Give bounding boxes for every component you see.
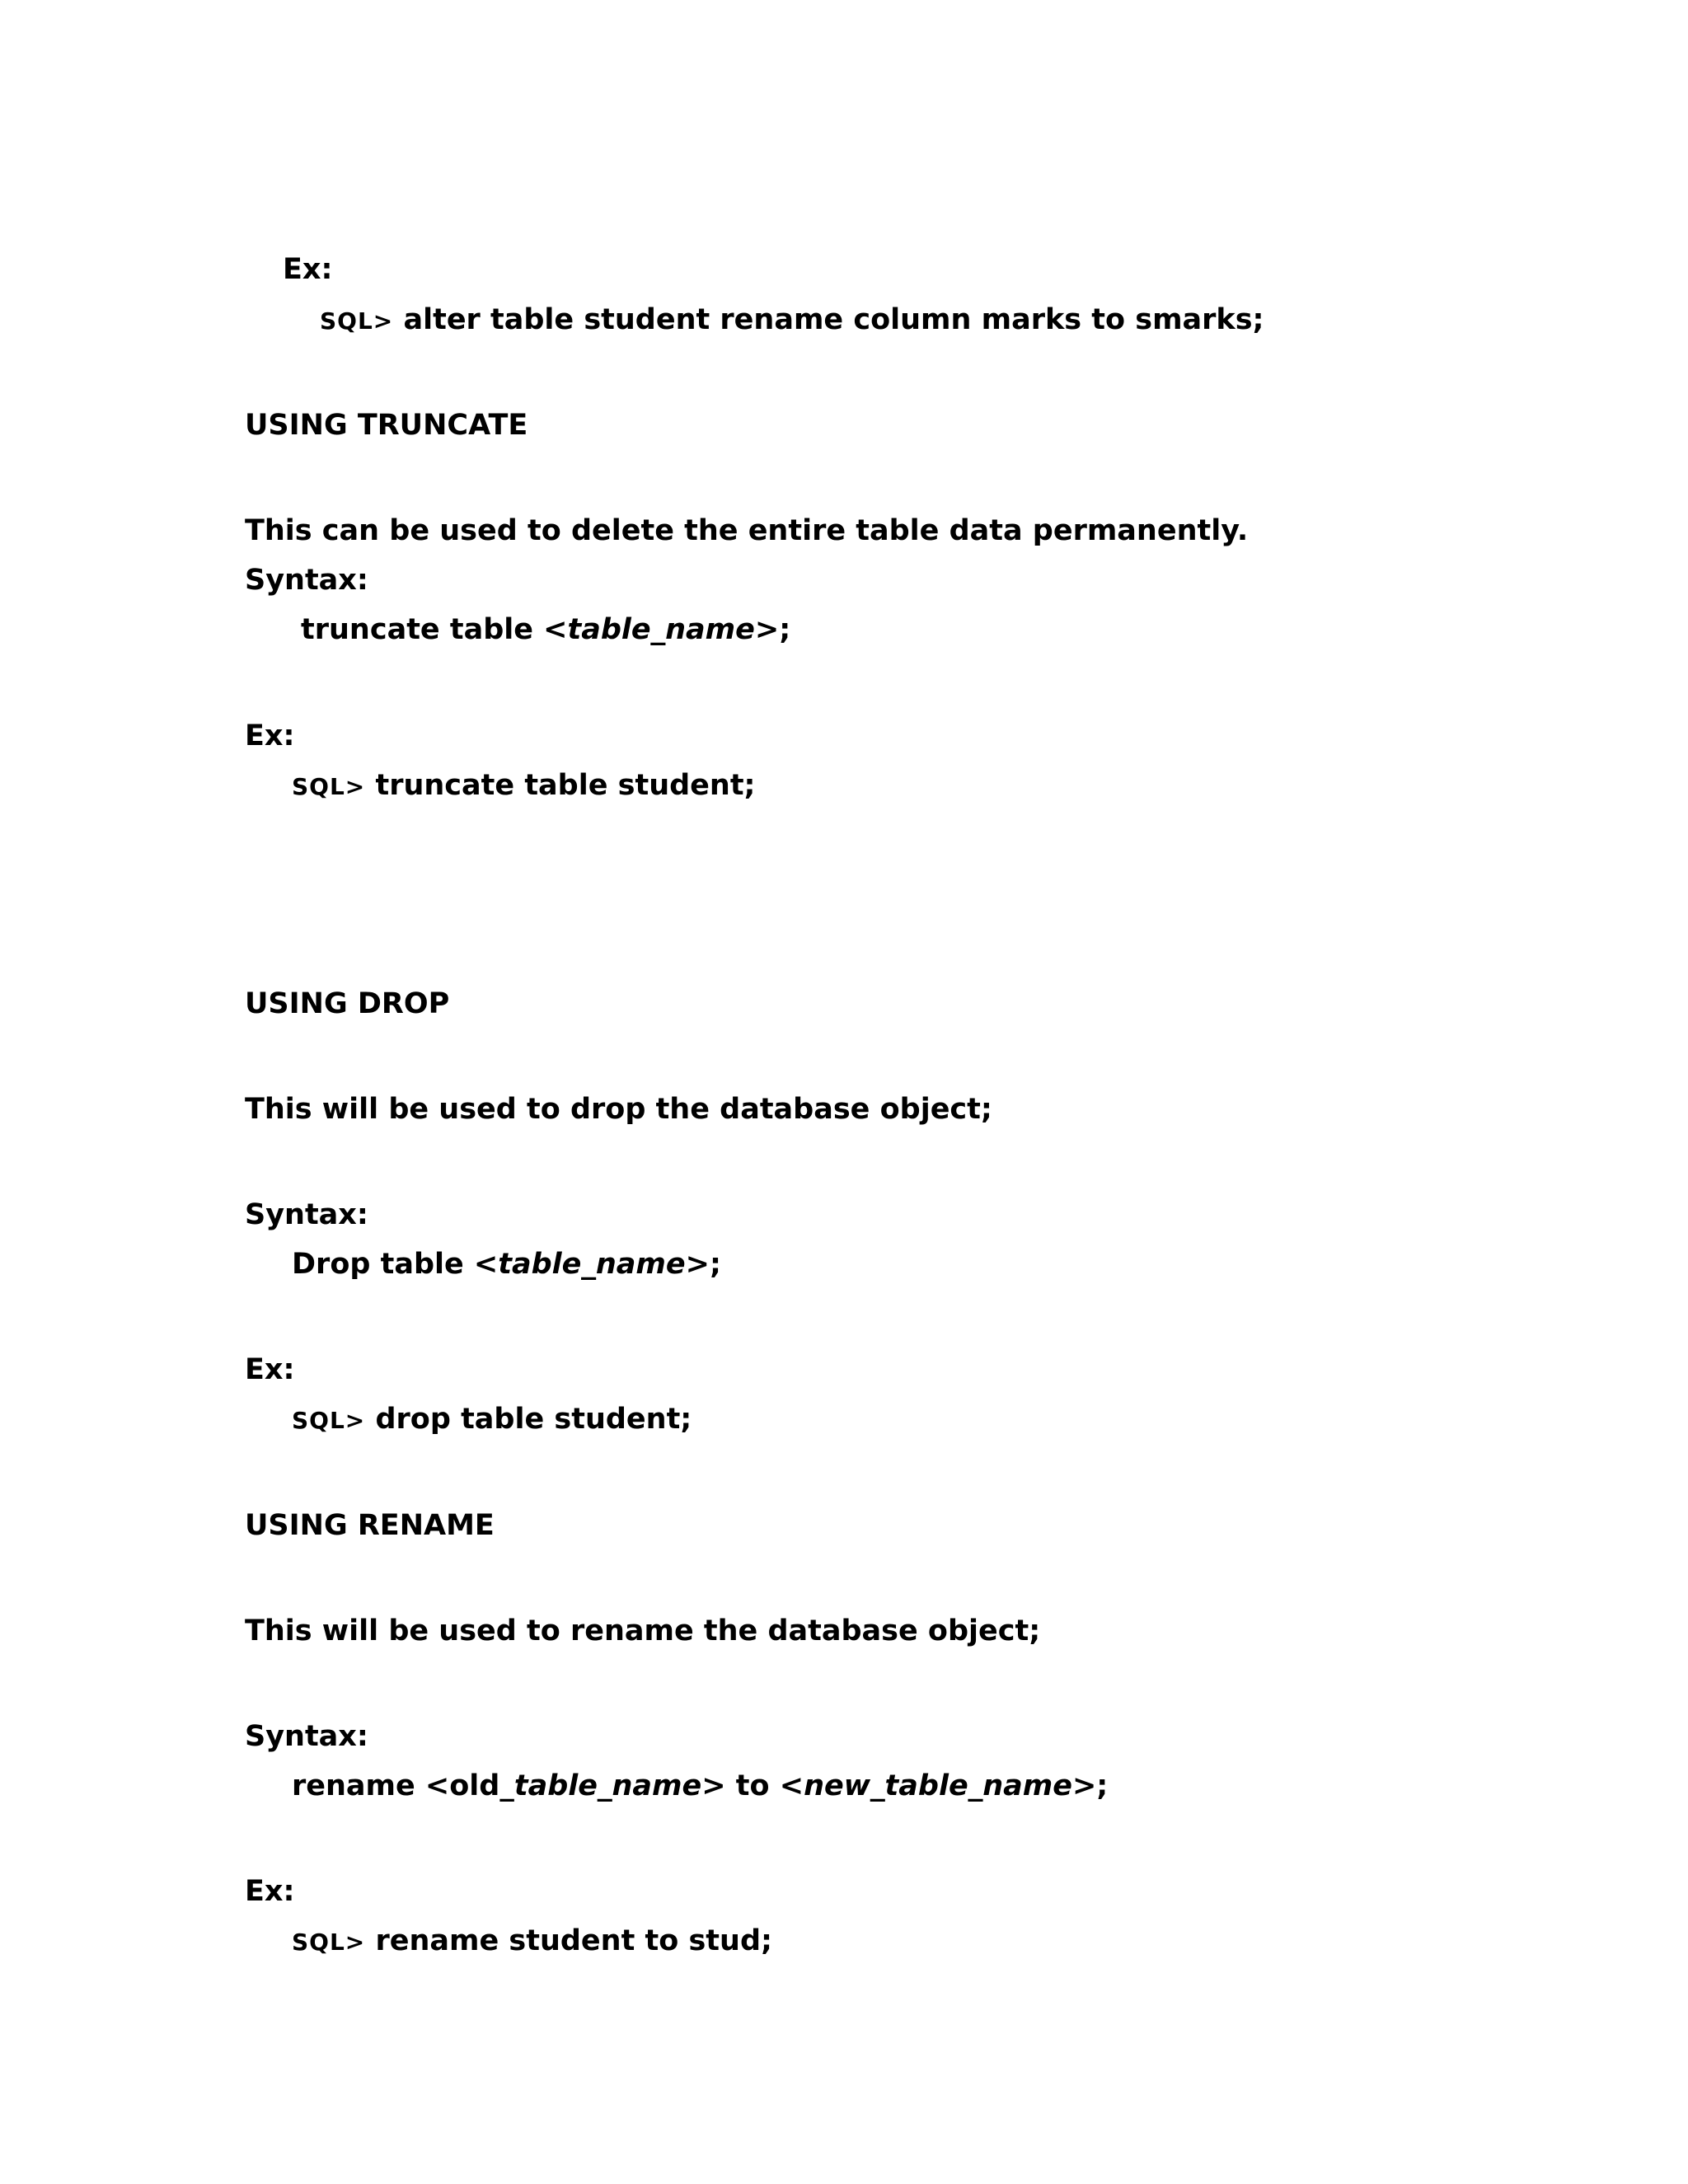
sql-prompt: SQL> (292, 1929, 366, 1956)
truncate-example-line (292, 767, 756, 805)
rename-column-ex-label: Ex: (283, 253, 333, 286)
rename-syntax-param2: new_table_name (804, 1769, 1072, 1802)
sql-prompt: SQL> (292, 773, 366, 800)
rename-syntax-label: Syntax: (245, 1720, 368, 1753)
rename-example: rename student to stud; (375, 1924, 772, 1957)
rename-syntax-part3: >; (1071, 1769, 1109, 1802)
drop-example-line (292, 1401, 692, 1439)
sql-prompt: SQL> (292, 1407, 366, 1434)
rename-column-example: alter table student rename column marks to smarks; (403, 303, 1264, 336)
rename-ex-label: Ex: (245, 1875, 295, 1908)
rename-example-line (292, 1923, 772, 1961)
drop-syntax-label: Syntax: (245, 1198, 368, 1231)
rename-syntax-param1: table_name (513, 1769, 702, 1802)
rename-heading: USING RENAME (245, 1509, 495, 1542)
sql-prompt: SQL> (320, 307, 394, 335)
rename-syntax-part2: > to < (701, 1769, 804, 1802)
truncate-syntax (301, 612, 790, 648)
rename-syntax (292, 1768, 1108, 1804)
truncate-example: truncate table student; (375, 769, 756, 802)
truncate-description: This can be used to delete the entire table data permanently. (245, 514, 1249, 547)
truncate-ex-label: Ex: (245, 719, 295, 752)
rename-column-example-line (320, 302, 1264, 340)
truncate-syntax-suffix: >; (754, 613, 791, 646)
truncate-heading: USING TRUNCATE (245, 409, 528, 442)
truncate-syntax-prefix: truncate table < (301, 613, 568, 646)
truncate-syntax-param: table_name (567, 613, 755, 646)
drop-syntax (292, 1246, 721, 1282)
drop-heading: USING DROP (245, 987, 450, 1020)
rename-syntax-part1: rename <old_ (292, 1769, 514, 1802)
rename-description: This will be used to rename the database object; (245, 1615, 1041, 1647)
truncate-syntax-label: Syntax: (245, 564, 368, 597)
drop-syntax-prefix: Drop table < (292, 1248, 499, 1281)
drop-description: This will be used to drop the database object; (245, 1093, 992, 1126)
drop-example: drop table student; (375, 1403, 692, 1436)
drop-ex-label: Ex: (245, 1353, 295, 1386)
drop-syntax-suffix: >; (685, 1248, 721, 1281)
drop-syntax-param: table_name (498, 1248, 686, 1281)
